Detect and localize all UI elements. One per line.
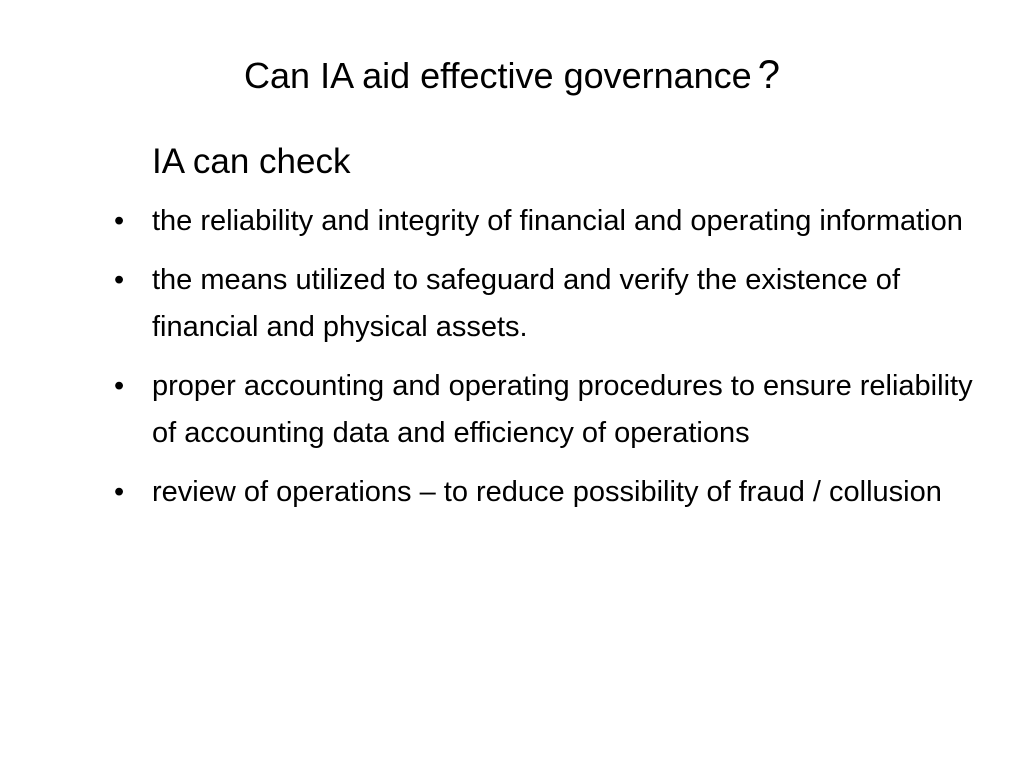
bullet-text: review of operations – to reduce possibility of fraud / collusion — [152, 476, 942, 508]
bullet-dot-icon: • — [114, 205, 125, 237]
bullet-dot-icon: • — [114, 476, 125, 508]
bullet-item — [108, 363, 988, 457]
bullet-item — [108, 257, 988, 351]
slide-title-text: Can IA aid effective governance — [244, 55, 752, 96]
bullet-text: the means utilized to safeguard and verify the existence of financial and physical assets. — [152, 264, 900, 343]
bullet-text: proper accounting and operating procedures to ensure reliability of accounting data and efficiency of operations — [152, 370, 973, 449]
slide-intro: IA can check — [152, 142, 351, 181]
slide-title — [0, 52, 1024, 99]
bullet-text: the reliability and integrity of financial and operating information — [152, 205, 963, 237]
bullet-dot-icon: • — [114, 370, 125, 402]
bullet-list — [108, 198, 988, 528]
slide-title-question-mark: ? — [757, 53, 780, 97]
bullet-item — [108, 198, 988, 245]
bullet-item — [108, 469, 988, 516]
bullet-dot-icon: • — [114, 264, 125, 296]
